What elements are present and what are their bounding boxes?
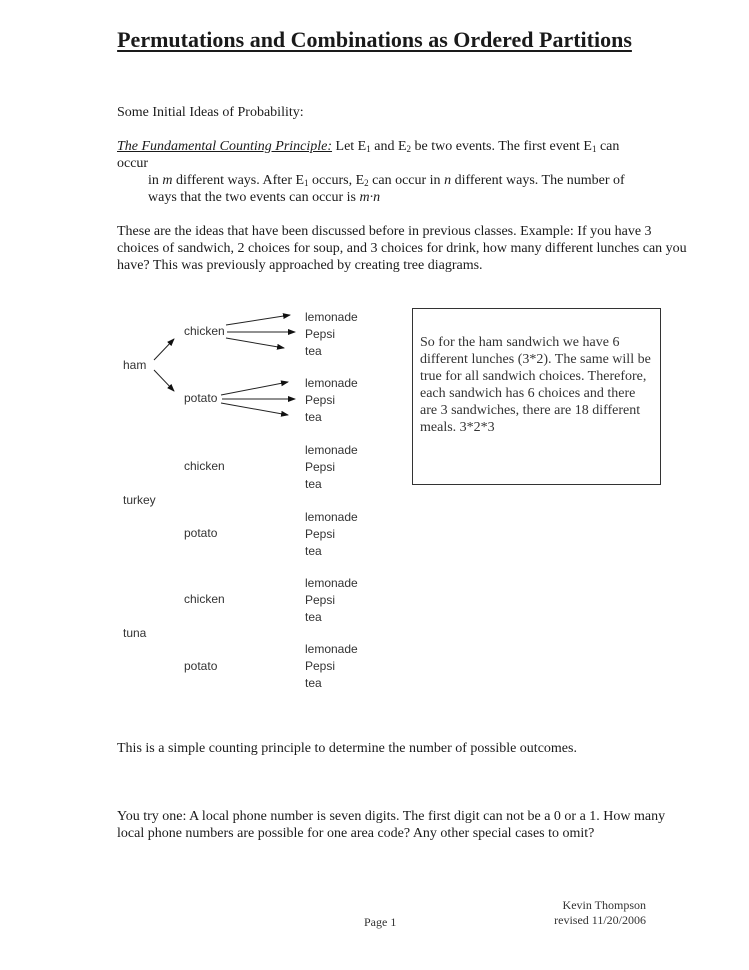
footer-author: Kevin Thompson — [562, 898, 646, 912]
tree-side: chicken — [184, 459, 225, 473]
tree-side: potato — [184, 526, 218, 540]
tree-side: chicken — [184, 592, 225, 606]
callout-box — [412, 308, 661, 485]
tree-sandwich: tuna — [123, 626, 147, 640]
tree-sandwich: ham — [123, 358, 147, 372]
tree-drinks: lemonade Pepsi tea — [305, 443, 358, 491]
footer-revised: revised 11/20/2006 — [554, 913, 646, 927]
tree-drinks: lemonade Pepsi tea — [305, 376, 358, 424]
intro-heading: Some Initial Ideas of Probability: — [117, 105, 304, 120]
tree-drinks: lemonade Pepsi tea — [305, 642, 358, 690]
footer-author-block — [520, 898, 646, 928]
counting-principle: The Fundamental Counting Principle: Let $E_1$ and $E_2$ be two events. The first event $E_1$ can occur in m different ways. After $E_1$ occurs, $E_2$ can occur in n different ways. The number of ways that the two events can occur is m·n — [117, 139, 625, 205]
exercise-text: You try one: A local phone number is seven digits. The first digit can not be a 0 or a 1. How many local phone numbers are possible for one area code? Any other special cases to omit? — [117, 809, 666, 841]
tree-side: potato — [184, 659, 218, 673]
example-paragraph: These are the ideas that have been discussed before in previous classes. Example: If you have 3 choices of sandwich, 2 choices for soup, and 3 choices for drink, how many different lunches can you have? This was previously approached by creating tree diagrams. — [117, 224, 687, 273]
tree-drinks: lemonade Pepsi tea — [305, 310, 358, 358]
tree-side: potato — [184, 391, 218, 405]
page-number: Page 1 — [364, 915, 397, 929]
page-title: Permutations and Combinations as Ordered Partitions — [117, 27, 632, 52]
principle-label: The Fundamental Counting Principle: — [117, 139, 333, 154]
callout-text: So for the ham sandwich we have 6 different lunches (3*2). The same will be true for all sandwich choices. Therefore, each sandwich has 6 choices and there are 3 sandwiches, there are 18 different meals. 3*2*3 — [420, 335, 651, 435]
summary-text: This is a simple counting principle to determine the number of possible outcomes. — [117, 741, 577, 756]
tree-side: chicken — [184, 324, 225, 338]
tree-drinks: lemonade Pepsi tea — [305, 510, 358, 558]
tree-drinks: lemonade Pepsi tea — [305, 576, 358, 624]
tree-sandwich: turkey — [123, 493, 156, 507]
